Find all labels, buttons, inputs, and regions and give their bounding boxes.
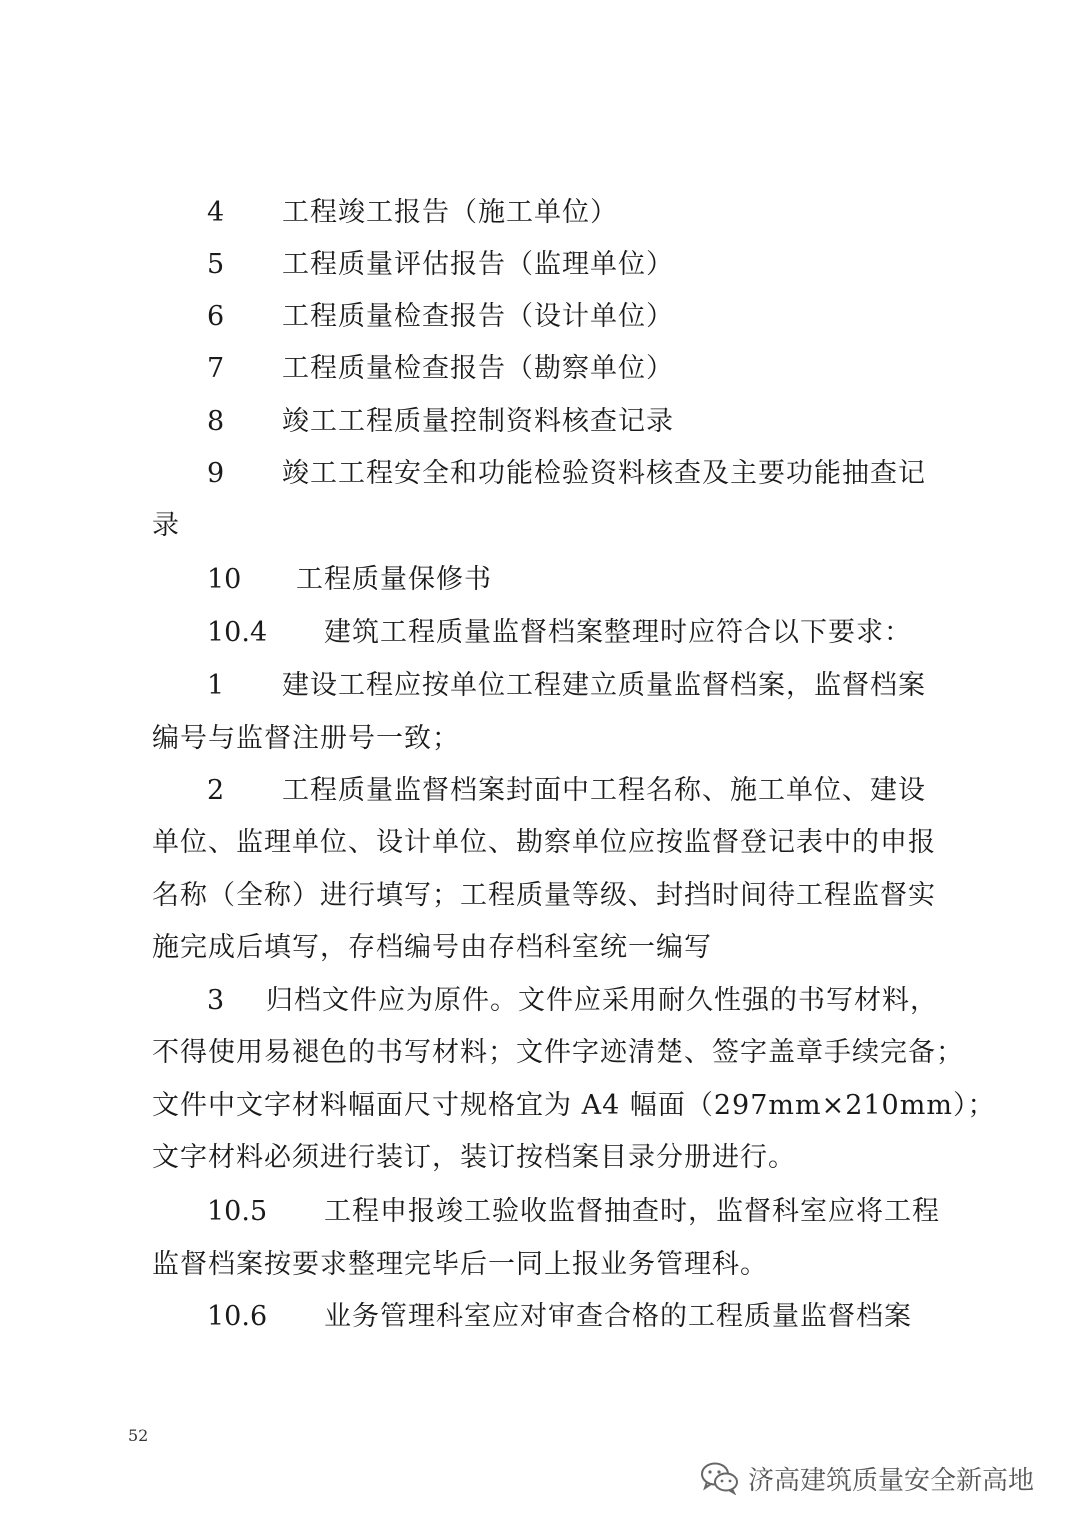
item-number: 9 bbox=[207, 458, 225, 489]
page-number: 52 bbox=[128, 1426, 149, 1445]
section-number: 10.6 bbox=[207, 1301, 268, 1332]
item-number: 10 bbox=[207, 564, 242, 595]
item-number: 4 bbox=[207, 197, 225, 228]
paragraph-line: 建设工程应按单位工程建立质量监督档案，监督档案 bbox=[282, 670, 926, 701]
paragraph-line: 编号与监督注册号一致； bbox=[152, 723, 460, 754]
paragraph-line: 单位、监理单位、设计单位、勘察单位应按监督登记表中的申报 bbox=[152, 827, 936, 858]
paragraph-line: 工程质量监督档案封面中工程名称、施工单位、建设 bbox=[282, 775, 926, 806]
requirement-number: 2 bbox=[207, 775, 225, 806]
paragraph-line: 文件中文字材料幅面尺寸规格宜为 A4 幅面（297mm×210mm）； bbox=[152, 1090, 996, 1121]
section-number: 10.5 bbox=[207, 1196, 268, 1227]
item-text: 竣工工程质量控制资料核查记录 bbox=[282, 406, 674, 437]
wechat-icon bbox=[700, 1461, 740, 1495]
item-text: 工程质量检查报告（设计单位） bbox=[282, 301, 674, 332]
item-number: 8 bbox=[207, 406, 225, 437]
item-number: 7 bbox=[207, 353, 225, 384]
item-number: 5 bbox=[207, 249, 225, 280]
item-text: 工程竣工报告（施工单位） bbox=[282, 197, 618, 228]
paragraph-line: 归档文件应为原件。文件应采用耐久性强的书写材料， bbox=[266, 985, 938, 1016]
section-heading: 建筑工程质量监督档案整理时应符合以下要求： bbox=[324, 617, 912, 648]
watermark bbox=[700, 1458, 1034, 1498]
item-text-continuation: 录 bbox=[152, 510, 180, 541]
item-number: 6 bbox=[207, 301, 225, 332]
item-text: 工程质量评估报告（监理单位） bbox=[282, 249, 674, 280]
item-text: 工程质量检查报告（勘察单位） bbox=[282, 353, 674, 384]
paragraph-line: 名称（全称）进行填写；工程质量等级、封挡时间待工程监督实 bbox=[152, 880, 936, 911]
paragraph-line: 工程申报竣工验收监督抽查时，监督科室应将工程 bbox=[324, 1196, 940, 1227]
item-text: 工程质量保修书 bbox=[296, 564, 492, 595]
requirement-number: 3 bbox=[207, 985, 225, 1016]
paragraph-line: 业务管理科室应对审查合格的工程质量监督档案 bbox=[324, 1301, 912, 1332]
item-text: 竣工工程安全和功能检验资料核查及主要功能抽查记 bbox=[282, 458, 926, 489]
paragraph-line: 监督档案按要求整理完毕后一同上报业务管理科。 bbox=[152, 1249, 768, 1280]
requirement-number: 1 bbox=[207, 670, 225, 701]
section-number: 10.4 bbox=[207, 617, 268, 648]
paragraph-line: 施完成后填写，存档编号由存档科室统一编写 bbox=[152, 932, 712, 963]
paragraph-line: 文字材料必须进行装订，装订按档案目录分册进行。 bbox=[152, 1142, 796, 1173]
watermark-text: 济高建筑质量安全新高地 bbox=[748, 1465, 1035, 1496]
paragraph-line: 不得使用易褪色的书写材料；文件字迹清楚、签字盖章手续完备； bbox=[152, 1037, 964, 1068]
